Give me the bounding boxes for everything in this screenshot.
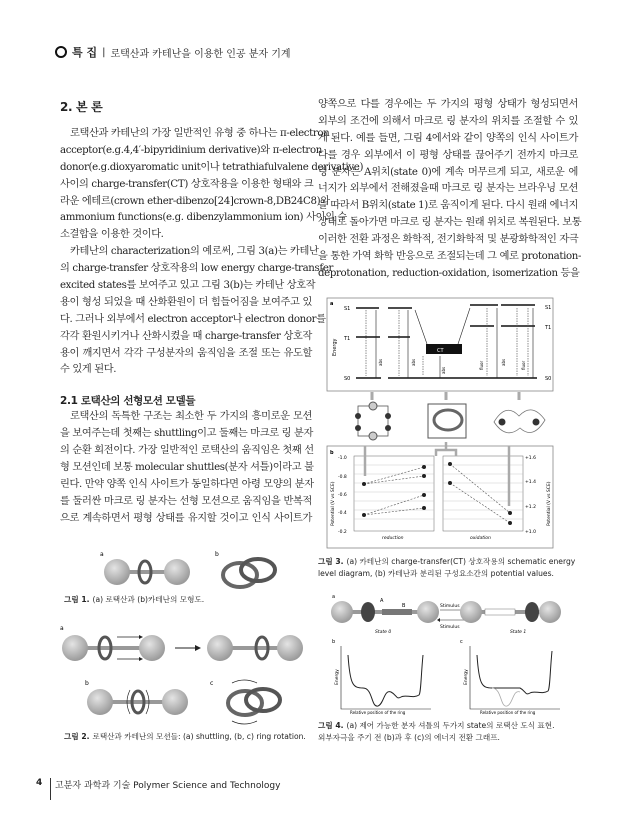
text-line: 을 보여주는데 첫째는 shuttling이고 둘째는 마크로 링 분자 (60, 428, 314, 440)
svg-text:Potential (V vs SCE): Potential (V vs SCE) (331, 481, 336, 526)
svg-text:+1.4: +1.4 (525, 480, 536, 485)
svg-text:Relative position of the ring: Relative position of the ring (480, 710, 536, 715)
header-title: 로택산과 카테난을 이용한 인공 분자 기계 (110, 48, 291, 60)
svg-text:-0.2: -0.2 (338, 530, 347, 535)
svg-text:c: c (460, 639, 463, 645)
text-line: 이러한 전환 과정은 화학적, 전기화학적 및 분광화학적인 자극 (318, 234, 579, 246)
text-line: 으로 계속하면서 평형 상태를 유지할 것이고 인식 사이트가 (60, 512, 312, 524)
text-line: 상태로 돌아가면 마크로 링 분자는 원래 위치로 복원된다. 보통 (318, 217, 582, 229)
svg-text:b: b (85, 680, 89, 687)
text-line: 너지가 외부에서 전해졌을때 마크로 링 분자는 브라우닝 모션 (318, 183, 578, 195)
figure-4 (320, 590, 560, 715)
text-line: 로택산의 독특한 구조는 최소한 두 가지의 흥미로운 모션 (70, 411, 312, 423)
caption-text: 로택산과 카테난의 모션들: (a) shuttling, (b, c) ring rotation. (92, 732, 306, 741)
energy-level-diagram (327, 298, 553, 391)
section-label: 특 집 (72, 46, 98, 59)
running-header (55, 44, 291, 60)
text-line: 각각 환원시키거나 산화시켰을 때 charge-transfer 상호작 (60, 330, 312, 342)
text-line: 형 모션인데 보통 molecular shuttles(분자 셔틀)이라고 불 (60, 462, 314, 474)
caption-text: 외부자극을 주기 전 (b)과 후 (c)의 에너지 전환 그래프. (318, 733, 500, 742)
caption-number: 그림 3. (318, 557, 344, 566)
caption-number: 그림 4. (318, 721, 344, 730)
header-separator: | (102, 46, 106, 58)
figure-4-caption (318, 720, 554, 744)
right-column (318, 97, 582, 283)
svg-text:+1.2: +1.2 (525, 505, 536, 510)
energy-graph-after (460, 639, 560, 715)
figure-1-2-illustrations (60, 540, 320, 735)
svg-text:Potential (V vs SCE): Potential (V vs SCE) (547, 481, 552, 526)
svg-text:CT: CT (437, 348, 444, 354)
journal-name: 고분자 과학과 기술 Polymer Science and Technology (50, 778, 280, 800)
svg-text:Energy: Energy (464, 669, 469, 685)
section-heading: 2. 본 론 (60, 100, 103, 114)
paragraph (60, 409, 312, 527)
svg-text:Relative position of the ring: Relative position of the ring (350, 710, 406, 715)
text-line: 카테난의 characterization의 예로써, 그림 3(a)는 카테난 (70, 246, 319, 258)
svg-text:fluor: fluor (479, 360, 484, 370)
text-line: 수 있게 된다. (60, 364, 117, 376)
caption-text: (a) 카테난의 charge-transfer(CT) 상호작용의 schematic energy (346, 557, 576, 566)
caption-number: 그림 1. (64, 595, 90, 604)
svg-text:S1: S1 (344, 306, 351, 312)
svg-text:Stimulus: Stimulus (440, 604, 460, 609)
molecule-structures (355, 392, 545, 440)
text-line: 용이 형성 되었을 때 산화환원이 더 힘들어짐을 보여주고 있 (60, 296, 312, 308)
text-line: 을 따라서 B위치(state 1)로 움직이게 된다. 다시 원래 에너지 (318, 200, 579, 212)
text-line: 다. 그러나 외부에서 electron acceptor나 electron donor를 (60, 313, 326, 325)
shuttling-model (60, 625, 303, 661)
text-line: 린다. 만약 양쪽 인식 사이트가 동일하다면 아령 모양의 분자 (60, 478, 314, 490)
subsection-heading: 2.1 로택산의 선형모션 모델들 (60, 395, 196, 408)
svg-text:a: a (60, 625, 64, 632)
text-line: donor(e.g.dioxyaromatic unit이나 tetrathiafulvalene derivative) (60, 161, 364, 173)
bullet-circle-icon (55, 46, 67, 58)
svg-text:b: b (330, 450, 334, 456)
ring-rotation-catenane (210, 680, 280, 724)
figure-2-caption (64, 731, 306, 743)
svg-text:abs: abs (378, 358, 383, 366)
svg-text:fluor: fluor (521, 360, 526, 370)
text-line: 링 분자는 A위치(state 0)에 계속 머무르게 되고, 새로운 에 (318, 166, 578, 178)
figure-1-caption (64, 594, 204, 606)
svg-text:Energy: Energy (335, 669, 340, 685)
text-line: 용이 깨지면서 각각 구성분자의 움직임을 조절 또는 유도할 (60, 347, 312, 359)
molecular-shuttle-states (331, 594, 561, 635)
svg-text:abs: abs (441, 366, 446, 374)
svg-text:S0: S0 (344, 376, 351, 382)
energy-graph-before (332, 639, 431, 715)
svg-text:+1.6: +1.6 (525, 456, 536, 461)
figure-3 (320, 296, 560, 551)
text-line: 양쪽으로 다를 경우에는 두 가지의 평형 상태가 형성되면서 (318, 99, 578, 110)
text-line: acceptor(e.g.4,4′-bipyridinium derivative)와 π-electron (60, 144, 322, 156)
text-line: 을 통한 가역 화학 반응으로 조절되는데 그 예로 protonation- (318, 251, 582, 263)
text-line: excited states를 보여주고 있고 그림 3(b)는 카테난 상호작 (60, 280, 316, 292)
svg-text:b: b (215, 551, 219, 558)
svg-text:c: c (210, 680, 214, 687)
svg-text:T1: T1 (344, 336, 351, 342)
svg-text:A: A (380, 598, 384, 604)
svg-text:S0: S0 (545, 376, 552, 382)
svg-text:a: a (100, 551, 104, 558)
svg-text:+1.0: +1.0 (525, 530, 536, 535)
svg-text:-0.6: -0.6 (338, 493, 347, 498)
paragraph (60, 244, 334, 379)
text-line: 다를 경우 외부에서 이 평형 상태를 끊어주기 전까지 마크로 (318, 149, 578, 161)
text-line: 의 charge-transfer 상호작용의 low energy charge-transfer (60, 263, 334, 275)
svg-text:reduction: reduction (382, 536, 404, 541)
figure-3-caption (318, 556, 575, 580)
text-line: 사이의 charge-transfer(CT) 상호작용을 이용한 형태와 크 (60, 178, 314, 190)
svg-text:-0.8: -0.8 (338, 475, 347, 480)
svg-text:-1.0: -1.0 (338, 456, 347, 461)
caption-text: (a) 로택산과 (b)카테난의 모형도. (92, 595, 205, 604)
svg-text:S1: S1 (545, 305, 552, 311)
text-line: 를 둘러싼 마크로 링 분자는 선형 모션으로 움직임을 반복적 (60, 495, 312, 507)
text-line: deprotonation, reduction-oxidation, isomerization 등을 (318, 267, 580, 279)
ring-rotation-rotaxane (85, 680, 188, 715)
svg-text:abs: abs (501, 358, 506, 366)
svg-text:Energy: Energy (332, 338, 338, 356)
text-line: 외부의 조건에 의해서 마크로 링 분자의 위치를 조절할 수 있 (318, 115, 578, 127)
svg-text:State 0: State 0 (375, 630, 392, 635)
caption-number: 그림 2. (64, 732, 90, 741)
svg-text:State 1: State 1 (510, 630, 527, 635)
potential-values-chart (327, 442, 553, 548)
text-line: 의 순환 회전이다. 가장 일반적인 로택산의 움직임은 첫째 선 (60, 445, 314, 457)
caption-text: (a) 제어 가능한 분자 셔틀의 두가지 state의 로택산 도식 표현. (346, 721, 555, 730)
text-line: 소결합을 이용한 것이다. (60, 229, 164, 241)
page-number: 4 (36, 778, 43, 788)
svg-text:b: b (332, 639, 336, 645)
svg-text:B: B (402, 603, 406, 609)
svg-text:oxidation: oxidation (470, 536, 491, 541)
caption-text: level diagram, (b) 카테난과 분리된 구성요소간의 potential values. (318, 569, 554, 578)
svg-text:a: a (330, 301, 334, 307)
text-line: 게 된다. 예를 들면, 그림 4에서와 같이 양쪽의 인식 사이트가 (318, 132, 578, 144)
paragraph (60, 126, 364, 244)
catenane-model (215, 551, 275, 587)
rotaxane-model (100, 551, 190, 585)
page-footer (36, 778, 280, 800)
svg-text:abs: abs (411, 358, 416, 366)
text-line: 라운 에테르(crown ether-dibenzo[24]crown-8,DB24C8)와 (60, 195, 330, 207)
paragraph (318, 97, 582, 283)
text-line: ammonium functions(e.g. dibenzylammonium ion) 사이의 수 (60, 212, 347, 224)
svg-text:a: a (332, 594, 336, 600)
svg-text:T1: T1 (545, 325, 552, 331)
text-line: 로택산과 카테난의 가장 일반적인 유형 중 하나는 π-electron (70, 128, 330, 139)
svg-text:Stimulus: Stimulus (440, 625, 460, 630)
svg-text:-0.4: -0.4 (338, 511, 347, 516)
